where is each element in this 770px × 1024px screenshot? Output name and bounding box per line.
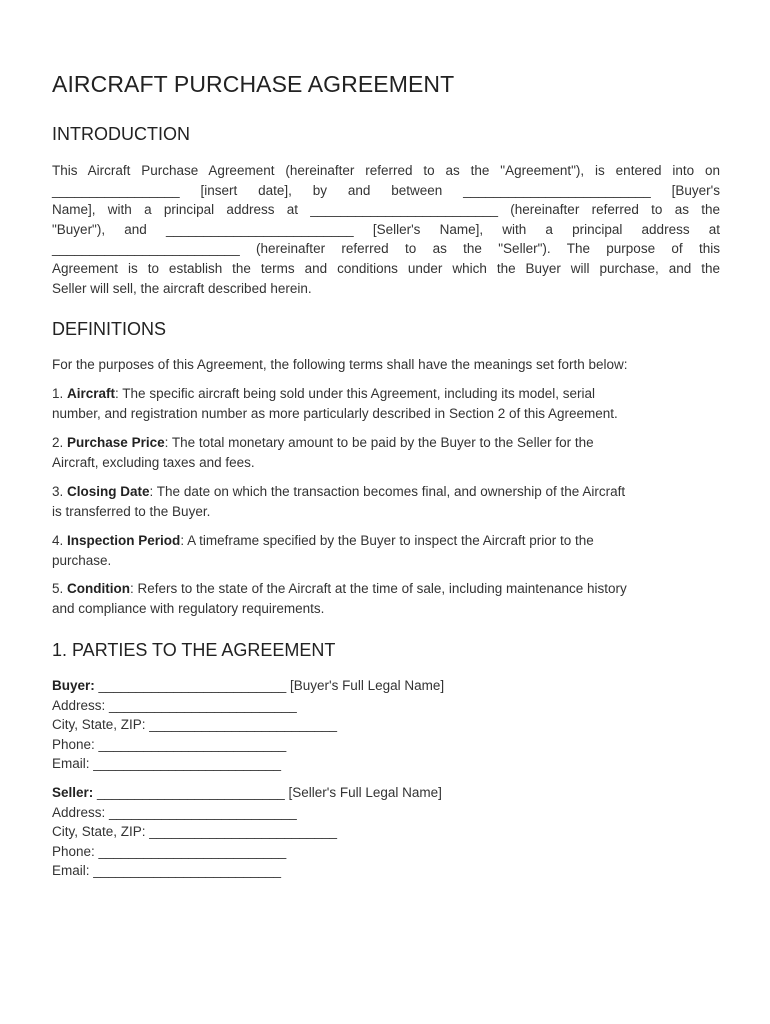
- definition-text: : Refers to the state of the Aircraft at the time of sale, including maintenance history: [130, 581, 627, 596]
- intro-line: _________________ [insert date], by and between _________________________ [Buyer's: [52, 182, 720, 198]
- intro-line: "Buyer"), and _________________________ [Seller's Name], with a principal address at: [52, 221, 720, 237]
- definition-line: purchase.: [52, 552, 112, 568]
- intro-line: _________________________ (hereinafter referred to as the "Seller"). The purpose of this: [52, 241, 720, 257]
- intro-line: Seller will sell, the aircraft described herein.: [52, 280, 312, 296]
- buyer-address-line: Address: _________________________: [52, 697, 297, 713]
- parties-heading: 1. PARTIES TO THE AGREEMENT: [52, 640, 336, 660]
- definition-line: is transferred to the Buyer.: [52, 503, 211, 519]
- seller-phone-line: Phone: _________________________: [52, 843, 287, 859]
- definition-item-purchase-price: [52, 433, 720, 472]
- definition-number: 1.: [52, 386, 64, 401]
- buyer-label: Buyer:: [52, 678, 95, 693]
- introduction-heading: INTRODUCTION: [52, 124, 190, 144]
- definition-text: : The total monetary amount to be paid by the Buyer to the Seller for the: [164, 435, 594, 450]
- definition-term: Condition: [67, 581, 131, 596]
- seller-name-line: [52, 783, 720, 803]
- definition-text: : The specific aircraft being sold under this Agreement, including its model, serial: [115, 386, 596, 401]
- definition-number: 2.: [52, 435, 64, 450]
- definition-term: Aircraft: [67, 386, 116, 401]
- definition-line: number, and registration number as more particularly described in Section 2 of this Agreement.: [52, 405, 618, 421]
- definitions-heading: DEFINITIONS: [52, 319, 167, 339]
- definitions-intro-text: For the purposes of this Agreement, the following terms shall have the meanings set forth below:: [52, 357, 628, 372]
- seller-name-blank: _________________________ [Seller's Full Legal Name]: [93, 785, 442, 800]
- definition-line: [52, 579, 720, 599]
- definition-term: Closing Date: [67, 484, 150, 499]
- definition-line: [52, 384, 720, 404]
- definition-number: 5.: [52, 581, 64, 596]
- seller-block: [52, 783, 720, 881]
- document-title: AIRCRAFT PURCHASE AGREEMENT: [52, 71, 455, 97]
- buyer-city-line: City, State, ZIP: _________________________: [52, 717, 337, 733]
- definition-text: : The date on which the transaction becomes final, and ownership of the Aircraft: [149, 484, 626, 499]
- buyer-name-line: [52, 676, 720, 696]
- definition-item-condition: [52, 579, 720, 618]
- intro-line: Name], with a principal address at _________________________ (hereinafter referred to as the: [52, 202, 720, 218]
- definition-line: and compliance with regulatory requirements.: [52, 600, 325, 616]
- buyer-phone-line: Phone: _________________________: [52, 736, 287, 752]
- definition-line: Aircraft, excluding taxes and fees.: [52, 454, 255, 470]
- definition-item-inspection-period: [52, 531, 720, 570]
- definition-term: Inspection Period: [67, 533, 181, 548]
- definition-line: [52, 531, 720, 551]
- definitions-intro: [52, 355, 720, 375]
- definition-line: [52, 482, 720, 502]
- seller-city-line: City, State, ZIP: _________________________: [52, 824, 337, 840]
- buyer-email-line: Email: _________________________: [52, 756, 281, 772]
- definition-item-aircraft: [52, 384, 720, 423]
- definition-line: [52, 433, 720, 453]
- definition-text: : A timeframe specified by the Buyer to inspect the Aircraft prior to the: [180, 533, 594, 548]
- buyer-name-blank: _________________________ [Buyer's Full Legal Name]: [94, 678, 445, 693]
- definition-term: Purchase Price: [67, 435, 165, 450]
- seller-address-line: Address: _________________________: [52, 804, 297, 820]
- seller-label: Seller:: [52, 785, 94, 800]
- intro-line: This Aircraft Purchase Agreement (hereinafter referred to as the "Agreement"), is entered into on: [52, 163, 720, 178]
- seller-email-line: Email: _________________________: [52, 863, 281, 879]
- intro-line: Agreement is to establish the terms and conditions under which the Buyer will purchase, and the: [52, 260, 720, 276]
- buyer-block: [52, 676, 720, 774]
- definition-number: 4.: [52, 533, 64, 548]
- introduction-paragraph: [52, 161, 720, 298]
- definition-item-closing-date: [52, 482, 720, 521]
- definition-number: 3.: [52, 484, 64, 499]
